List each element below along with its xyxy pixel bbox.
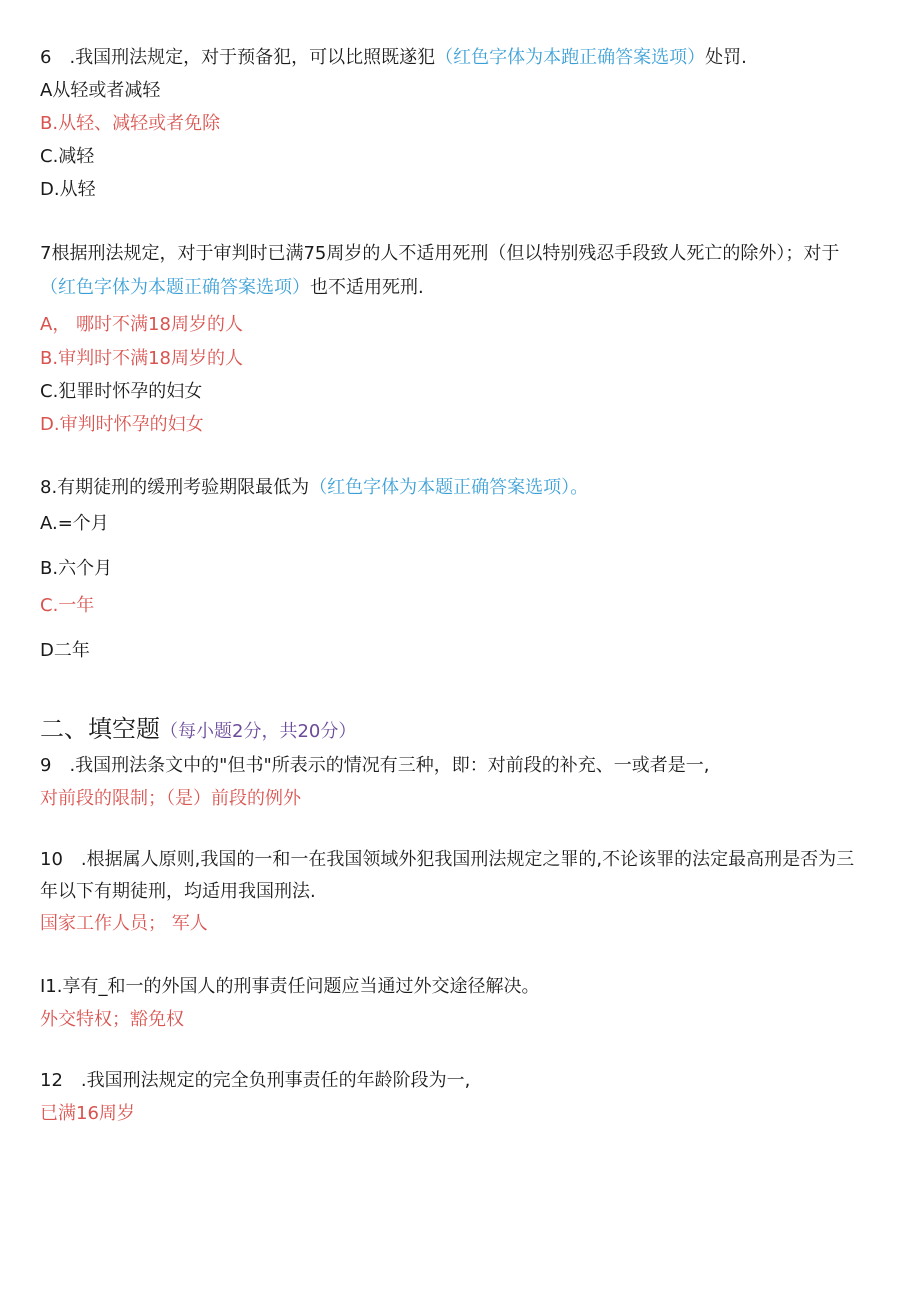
- q6-stem-end: 处罚.: [705, 47, 747, 68]
- q9-answer: 对前段的限制；（是）前段的例外: [40, 788, 301, 809]
- q8-stem-end: 。: [570, 477, 589, 498]
- q7-stem-end: 也不适用死刑.: [310, 277, 424, 298]
- q12-stem: 12 .我国刑法规定的完全负刑事责任的年龄阶段为一,: [40, 1070, 471, 1091]
- q6-option-d: D.从轻: [40, 179, 96, 200]
- q8-option-c-correct: C.一年: [40, 595, 95, 616]
- q11-answer: 外交特权；豁免权: [40, 1009, 184, 1030]
- q7-option-a-correct: A， 哪时不满18周岁的人: [40, 314, 243, 335]
- q6-stem: [40, 46, 747, 70]
- q8-stem-text: 8.有期徒刑的缓刑考验期限最低为: [40, 477, 310, 498]
- section-heading: [40, 714, 356, 747]
- q7-stem-line2: [40, 276, 424, 300]
- q7-option-b-correct: B.审判时不满18周岁的人: [40, 348, 243, 369]
- section-title: 二、填空题: [40, 715, 160, 743]
- q7-option-d-correct: D.审判时怀孕的妇女: [40, 414, 204, 435]
- q8-stem: [40, 476, 588, 500]
- q6-option-c: C.减轻: [40, 146, 95, 167]
- q8-stem-hint: （红色字体为本题正确答案选项）: [309, 477, 571, 498]
- q6-option-a: A从轻或者减轻: [40, 80, 161, 101]
- q10-stem-line1: 10 .根据属人原则,我国的一和一在我国领域外犯我国刑法规定之罪的,不论该罪的法定最高刑是否为三: [40, 849, 855, 870]
- q9-stem: 9 .我国刑法条文中的"但书"所表示的情况有三种，即：对前段的补充、一或者是一,: [40, 755, 710, 776]
- q12-answer: 已满16周岁: [40, 1103, 135, 1124]
- section-subtitle: （每小题2分，共20分）: [160, 721, 357, 742]
- q6-stem-text: 6 .我国刑法规定，对于预备犯，可以比照既遂犯: [40, 47, 436, 68]
- q7-stem-hint: （红色字体为本题正确答案选项）: [40, 277, 310, 298]
- q10-answer: 国家工作人员； 军人: [40, 913, 208, 934]
- q7-option-c: C.犯罪时怀孕的妇女: [40, 381, 203, 402]
- q6-stem-hint: （红色字体为本跑正确答案选项）: [435, 47, 706, 68]
- q8-option-b: B.六个月: [40, 558, 113, 579]
- q8-option-a: A.=个月: [40, 513, 109, 534]
- q10-stem-line2: 年以下有期徒刑，均适用我国刑法.: [40, 881, 316, 902]
- q8-option-d: D二年: [40, 640, 90, 661]
- q11-stem: I1.享有_和一的外国人的刑事责任问题应当通过外交途径解决。: [40, 976, 540, 997]
- q7-stem-line1: 7根据刑法规定，对于审判时已满75周岁的人不适用死刑（但以特别残忍手段致人死亡的除外）；对于: [40, 243, 840, 264]
- q6-option-b-correct: B.从轻、减轻或者免除: [40, 113, 221, 134]
